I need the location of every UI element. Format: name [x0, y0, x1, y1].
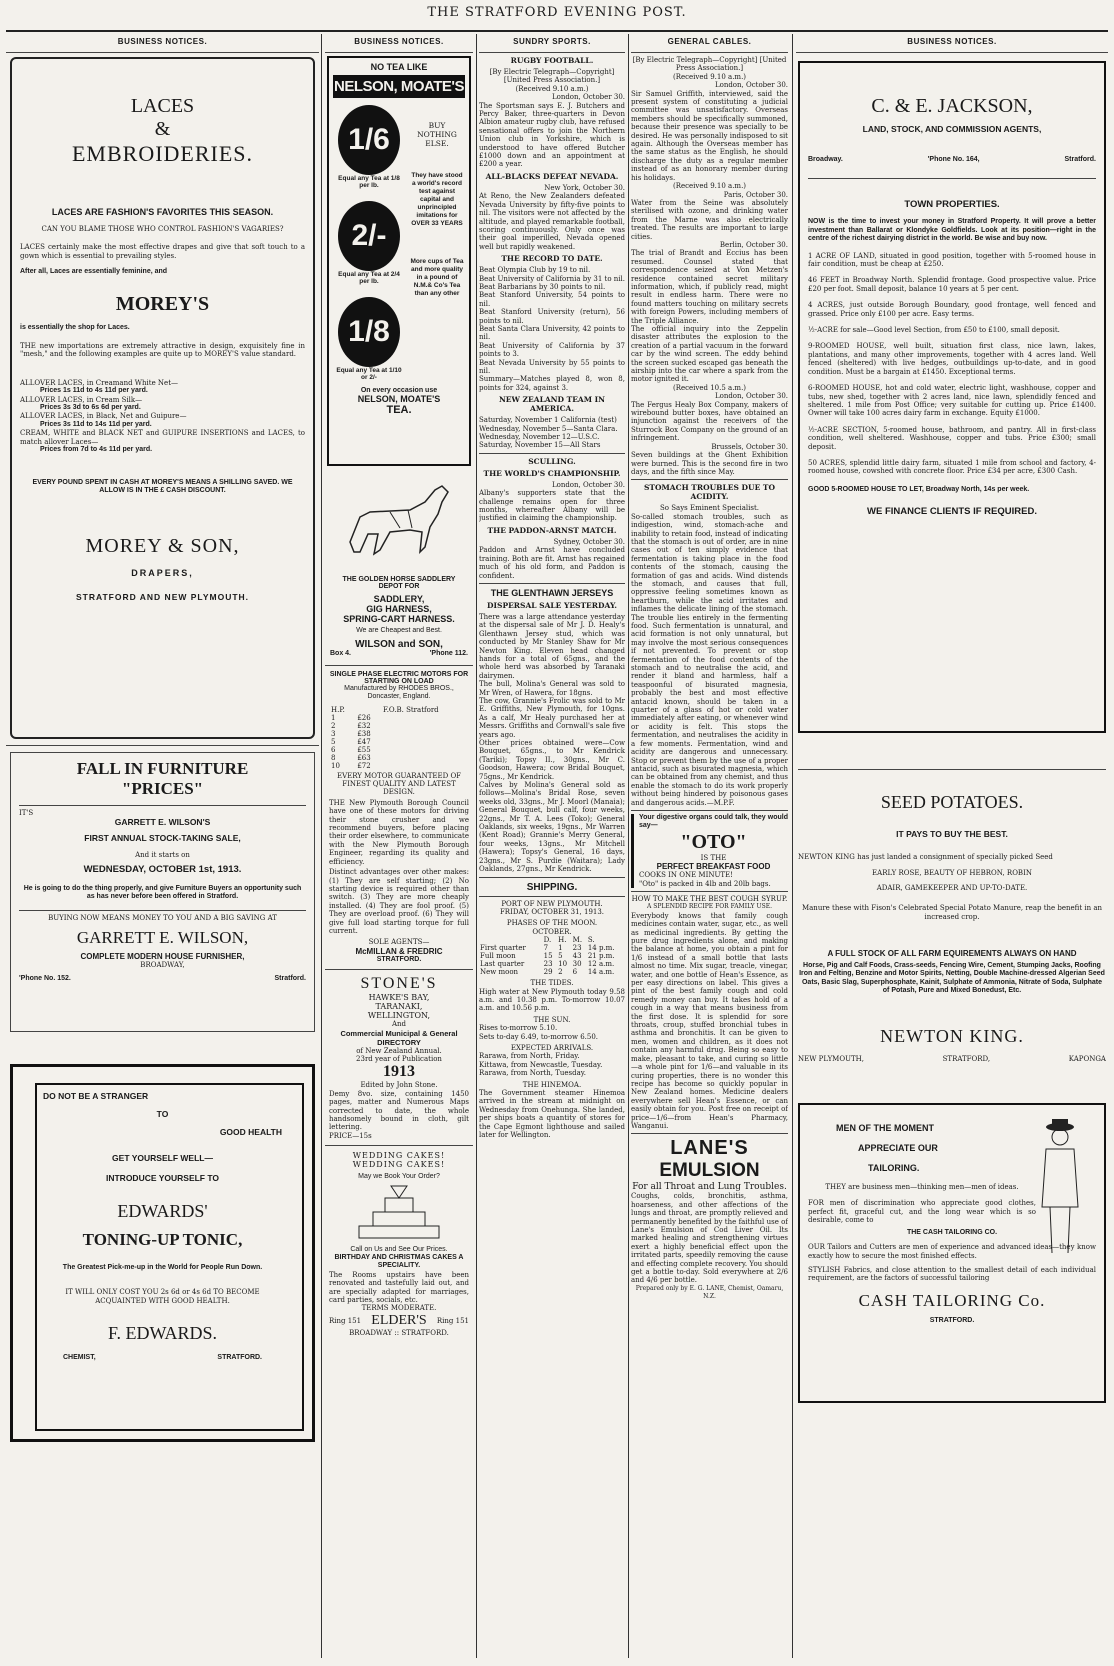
- stones-line-6: of New Zealand Annual.: [356, 1046, 442, 1055]
- shipping-heading: SHIPPING.: [526, 881, 578, 893]
- wilson-advert: [10, 752, 315, 1032]
- cash-line-7: OUR Tailors and Cutters are men of experience and advanced ideas—they know exactly how to secure the most finished effects.: [808, 1243, 1096, 1260]
- wilson-line-4: He is going to do the thing properly, and give Furniture Buyers an opportunity such as has never before been offered in Stratford.: [23, 884, 302, 901]
- potatoes-advert: [798, 769, 1106, 1063]
- cakes-title: WEDDING CAKES! WEDDING CAKES!: [352, 1151, 446, 1170]
- column-3: [479, 34, 625, 1658]
- list-item: Prices 1s 11d to 4s 11d per yard.: [40, 387, 148, 395]
- table-row: 10 £72: [331, 761, 371, 770]
- moon-month: OCTOBER.: [532, 927, 572, 936]
- cakes-line-4: The Rooms upstairs have been renovated and tastefully laid out, and are specially adapted for marriages, card parties, socials, etc.: [329, 1270, 469, 1305]
- morey-line-4: After all, Laces are essentially feminine, and: [20, 268, 168, 276]
- port-heading: PORT OF NEW PLYMOUTH.: [501, 899, 603, 908]
- lane-title-1: LANE'S: [670, 1137, 749, 1160]
- cakes-address: BROADWAY :: STRATFORD.: [349, 1328, 449, 1337]
- port-date: FRIDAY, OCTOBER 31, 1913.: [499, 907, 605, 916]
- hinemoa-body: The Government steamer Hinemoa arrived in the stream at midnight on Wednesday from Onehunga. She landed, per ships boats a quantity of stores for the Cape Egmont lighthouse and sailed later for Wellington.: [479, 1089, 625, 1140]
- motors-advert: [327, 669, 471, 966]
- article-body: The Fergus Healy Box Company, makers of wirebound butter boxes, have obtained an injunction against the receivers of the Sturrock Box Company on the ground of an infringement.: [631, 400, 788, 443]
- section-header: SUNDRY SPORTS.: [513, 37, 591, 46]
- saddlery-line-4: SPRING-CART HARNESS.: [343, 614, 455, 624]
- glen-subheading: DISPERSAL SALE YESTERDAY.: [487, 600, 617, 610]
- table-row: Last quarter 23 10 30 12 a.m.: [480, 960, 615, 969]
- stomach-subheading: So Says Eminent Specialist.: [659, 504, 760, 513]
- list-item: Summary—Matches played 8, won 8, points for 324, against 3.: [479, 375, 625, 392]
- stones-line-8: Edited by John Stone.: [360, 1081, 438, 1090]
- list-item: Beat Nevada University by 55 points to nil.: [479, 358, 625, 375]
- cash-line-6: THE CASH TAILORING CO.: [906, 1228, 998, 1236]
- wilson-line-5: BUYING NOW MEANS MONEY TO YOU AND A BIG SAVING AT: [48, 913, 277, 922]
- saddlery-phone: 'Phone 112.: [429, 650, 468, 658]
- sun-sets: Sets to-day 6.49, to-morrow 6.50.: [479, 1032, 599, 1041]
- tea-foot-2: NELSON, MOATE'S: [357, 394, 441, 404]
- cakes-line-2: Call on Us and See Our Prices.: [350, 1245, 448, 1253]
- list-item: ½-ACRE SECTION, 5-roomed house, bathroom, and pantry. All in first-class condition, well sheltered. Washhouse, copper and tubs. Price £300; small deposit.: [808, 425, 1096, 451]
- article-body: Sir Samuel Griffith, interviewed, said the present system of constituting a judicial committee was unsatisfactory. Overseas members should be specifically summoned, because their presence was specially to be desired. He was personally indisposed to sit again. Although the Overseas member has the same status as the English, he should discharge the duty as a regular member instead of as an honorary member during his holidays.: [631, 89, 788, 182]
- column-1: [6, 34, 319, 1658]
- edwards-advert: [10, 1064, 315, 1442]
- price-note: Equal any Tea at 2/4 per lb.: [338, 271, 400, 285]
- cakes-advert: [327, 1149, 471, 1339]
- cash-line-8: STYLISH Fabrics, and close attention to the smallest detail of each individual requirement, are the factors of successful tailoring: [808, 1265, 1096, 1283]
- lane-foot: Prepared only by E. G. LANE, Chemist, Oamaru, N.Z.: [635, 1284, 784, 1301]
- motors-line-2: Manufactured by RHODES BROS., Doncaster, England.: [344, 684, 454, 701]
- list-item: Beat University of California by 31 to nil.: [479, 274, 625, 283]
- table-row: 5 £47: [331, 737, 371, 746]
- saddlery-line-5: We are Cheapest and Best.: [356, 627, 442, 634]
- record-heading: THE RECORD TO DATE.: [501, 254, 603, 264]
- jackson-firm: C. & E. JACKSON,: [871, 95, 1033, 117]
- list-item: 9-ROOMED HOUSE, well built, situation first class, nice lawn, lakes, plantations, and many other improvements, together with 4 acres land. Well fenced (sheltered) with live hedges, outbuildings up-to-date, and in good condition. Must be a bargain at £1450. Exceptional terms.: [808, 342, 1096, 376]
- oto-line-5: "Oto" is packed in 4lb and 20lb bags.: [639, 879, 771, 888]
- list-item: 1 ACRE OF LAND, situated in good position, together with 5-roomed house in fair condition, must be cheap at £250.: [808, 251, 1096, 269]
- jackson-intro: NOW is the time to invest your money in Stratford Property. It will prove a better investment than Ballarat or Klondyke Goldfields. Look at its position—right in the centre of the richest dairying district in the world. Be wise and buy now.: [808, 218, 1096, 243]
- saddlery-line-1: THE GOLDEN HORSE SADDLERY DEPOT FOR: [342, 576, 456, 590]
- dateline: Sydney, October 30.: [553, 537, 625, 546]
- table-row: 6 £55: [331, 745, 371, 754]
- morey-title-2: &: [154, 118, 171, 140]
- wilson-town: Stratford.: [274, 975, 306, 983]
- morey-line-5: is essentially the shop for Laces.: [20, 323, 130, 331]
- price-badge: 1/8: [338, 297, 400, 367]
- list-item: Prices 3s 3d to 6s 6d per yard.: [40, 404, 141, 412]
- article-body: At Reno, the New Zealanders defeated Nevada University by fifty-five points to nil. The visitors were not affected by the altitude, and played remarkable football, scoring continuously. Only once was their goal imperilled, Nevada opened well but rapidly weakened.: [479, 192, 625, 251]
- list-item: Beat University of California by 37 points to 3.: [479, 341, 625, 359]
- edwards-firm: F. EDWARDS.: [107, 1323, 218, 1344]
- list-item: Saturday, November 1 California (test): [479, 416, 617, 425]
- article-body: The cow, Grannie's Frolic was sold to Mr E. Griffiths, New Plymouth, for 10gns. As a calf, Mr Healy purchased her at Messrs. Griffiths and Cornwall's sale five years ago.: [479, 696, 625, 739]
- potatoes-line-2: NEWTON KING has just landed a consignment of specially picked Seed: [798, 853, 1053, 861]
- edwards-line-3: GOOD HEALTH: [219, 1127, 282, 1137]
- wilson-line-3: And it starts on: [135, 851, 190, 860]
- morey-advert: [10, 57, 315, 739]
- edwards-chemist: CHEMIST,: [63, 1354, 96, 1362]
- tea-side-3: More cups of Tea and more quality in a pound of N.M.& Co's Tea than any other: [410, 258, 464, 297]
- section-header: BUSINESS NOTICES.: [907, 37, 997, 46]
- article-body: Paddon and Arnst have concluded training. Both are fit. Arnst has regained much of his old form, and Paddon is confident.: [479, 546, 625, 580]
- wilson-phone: 'Phone No. 152.: [19, 975, 71, 983]
- stones-advert: [327, 973, 471, 1142]
- list-item: 6-ROOMED HOUSE, hot and cold water, electric light, washhouse, copper and tubs, new shed, together with 2 acres land, nice lawn, splendidly fenced and sheltered. 1 mile from Post Office; very suitable for cutting up. Price £1400. Owner will take 100 acres dairy farm in exchange. Equity £1000.: [808, 384, 1096, 418]
- morey-line-1: LACES ARE FASHION'S FAVORITES THIS SEASON.: [51, 207, 274, 217]
- cash-line-4: THEY are business men—thinking men—men of ideas.: [825, 1183, 1019, 1192]
- tea-advert: [327, 56, 471, 466]
- article-body: Everybody knows that family cough medicines contain water, sugar, etc., as well as medicinal ingredients. By getting the pure drug ingredients alone, and making the balance at home, you obtain a pint for 1/6 instead of a small bottle that lasts almost no time. Mix sugar, treacle, vinegar, water, and one bottle of Hean's Essence, as per easy directions on label. This gives a pint of the best family cough and cold remedy money can buy. It takes hold of a cough in a way that means business from the first dose. It is splendid for sore throats, croup, stuffed bronchial tubes in asthma and bronchitis. It can be given to men, women and children, as it does not contain any harmful drug. Being so easy to make, pleasant to take, and curing so little—a whole pint for 1/6—and valuable in its curing properties, there is no wonder this recipe has become so quickly popular in New Zealand homes. Medicine dealers everywhere sell Hean's Essence, or can easily obtain for you. Post free on receipt of price—1/6—from Hean's Pharmacy, Wanganui.: [631, 911, 788, 1130]
- dateline: London, October 30.: [551, 93, 625, 102]
- motors-body: THE New Plymouth Borough Council have one of these motors for driving their stone crusher and we recommend buyers, before placing their order elsewhere, to communicate with the New Plymouth Borough Engineer, regarding its quality and efficiency.: [329, 798, 469, 866]
- dateline: London, October 30.: [714, 81, 788, 90]
- morey-title-3: EMBROIDERIES.: [71, 141, 254, 166]
- sun-rises: Rises to-morrow 5.10.: [479, 1024, 558, 1033]
- cakes-ring-2: Ring 151: [436, 1316, 469, 1325]
- list-item: ½-ACRE for sale—Good level Section, from £50 to £100, small deposit.: [808, 326, 1060, 335]
- cash-line-3: TAILORING.: [868, 1163, 920, 1174]
- moon-heading: PHASES OF THE MOON.: [506, 919, 598, 928]
- article-body: The bull, Molina's General was sold to Mr Wren, of Hawera, for 18gns.: [479, 680, 625, 697]
- stones-title: STONE'S: [360, 975, 438, 993]
- potatoes-line-5: Manure these with Fison's Celebrated Special Potato Manure, reap the benefit in an increased crop.: [801, 904, 1103, 921]
- stones-line-9: Demy 8vo. size, containing 1450 pages, matter and Numerous Maps corrected to date, the whole handsomely bound in cloth, gilt lettering.: [329, 1089, 469, 1132]
- sculling-heading: SCULLING.: [528, 456, 576, 466]
- column-4: [631, 34, 788, 1658]
- lane-body: Coughs, colds, bronchitis, asthma, hoarseness, and other affections of the lungs and throat, are promptly relieved and permanently benefited by the faithful use of Lane's Emulsion of Cod Liver Oil. Its marked healing and strengthening virtues exert a highly beneficial effect upon the irritated parts, speedily removing the cause and effecting complete recovery. You should get a bottle to-day. Sold everywhere at 2/6 and 4/6 per bottle.: [631, 1192, 788, 1285]
- motors-price-table: H.P. F.O.B. Stratford 1 £26 2 £32 3 £38 5 £47 6 £55 8 £63 10 £72: [329, 706, 469, 770]
- motors-line-1: SINGLE PHASE ELECTRIC MOTORS FOR STARTING ON LOAD: [329, 670, 469, 685]
- received: (Received 10.5 a.m.): [672, 383, 747, 392]
- edwards-town: STRATFORD.: [217, 1354, 262, 1362]
- table-row: Full moon 15 5 43 21 p.m.: [480, 952, 615, 961]
- table-row: 2 £32: [331, 721, 371, 730]
- stones-year: 1913: [383, 1063, 415, 1081]
- cash-firm: CASH TAILORING Co.: [858, 1290, 1046, 1310]
- table-row: New moon 29 2 6 14 a.m.: [480, 968, 615, 977]
- potatoes-firm: NEWTON KING.: [880, 1025, 1024, 1046]
- morey-firm: MOREY & SON,: [85, 535, 240, 558]
- cash-line-2: APPRECIATE OUR: [858, 1143, 938, 1154]
- list-item: GOOD 5-ROOMED HOUSE TO LET, Broadway North, 14s per week.: [808, 485, 1030, 493]
- column-divider: [792, 34, 793, 1658]
- stones-line-3: WELLINGTON,: [367, 1011, 431, 1021]
- potatoes-town: KAPONGA: [1068, 1054, 1106, 1063]
- morey-line-3: LACES certainly make the most effective drapes and give that soft touch to a gown which is essential to prevailing styles.: [20, 243, 305, 260]
- tea-foot-3: TEA.: [386, 404, 412, 416]
- list-item: CREAM, WHITE and BLACK NET and GUIPURE INSERTIONS and LACES, to match allover Laces—: [20, 429, 305, 446]
- stones-line-7: 23rd year of Publication: [356, 1054, 442, 1063]
- list-item: 50 ACRES, splendid little dairy farm, situated 1 mile from school and factory, 4-roomed house, cowshed with concrete floor. Price £34 per acre, £300 Cash.: [808, 458, 1096, 476]
- section-header: BUSINESS NOTICES.: [117, 37, 208, 46]
- article-body: So-called stomach troubles, such as indigestion, wind, stomach-ache and inability to retain food, instead of indicating that the stomach is out of order, are in nine cases out of ten simply evidence that fermentation is taking place in the food contents of the stomach, causing the formation of gas and acids. Wind distends the stomach, and causes that full, oppressive feeling sometimes known as heartburn, while the acid irritates and inflames the delicate lining of the stomach. The trouble lies entirely in the fermenting food. Such fermentation is unnatural, and acid formation is not only unnatural, but may involve the most serious consequences if not prevented. To prevent or stop fermentation of the food contents of the stomach and to neutralise the acid, and render it bland and harmless, half a teaspoonful of bisurated magnesia, probably the best and most effective antacid known, should be taken in a quarter of a glass of hot or cold water immediately after eating, or whenever wind or acidity is felt. This stops the fermentation, and neutralises the acidity in a few moments. Fermentation, wind and acidity are dangerous and unnecessary. Stop or prevent them by the use of a proper antacid, such as bisurated magnesia, which can be obtained from any chemist, and thus enable the stomach to do its work properly without being hindered by poisonous gases and dangerous acids.—M.P.F.: [631, 512, 788, 807]
- tea-foot-1: On every occasion use: [360, 387, 438, 394]
- tea-brand: NELSON, MOATE'S: [333, 75, 465, 98]
- wilson-title-2: "PRICES": [121, 779, 204, 798]
- dateline: London, October 30.: [551, 480, 625, 489]
- dateline: Brussels, October 30.: [711, 442, 788, 451]
- dateline: London, October 30.: [714, 392, 788, 401]
- article-body: The trial of Brandt and Eccius has been resumed. Counsel stated that correspondence seized at Von Metzen's residence contained secret military information, which, if publicly read, might result in endless harm. There were no found matters touching on military secrets with foreign Powers, including members of the Triple Alliance.: [631, 249, 788, 325]
- horse-icon: [330, 472, 470, 572]
- syrup-subheading: A SPLENDID RECIPE FOR FAMILY USE.: [646, 903, 772, 911]
- list-item: Prices from 7d to 4s 11d per yard.: [40, 446, 153, 454]
- saddlery-box: Box 4.: [330, 650, 352, 658]
- potatoes-line-1: IT PAYS TO BUY THE BEST.: [896, 829, 1008, 839]
- oto-line-4: COOKS IN ONE MINUTE!: [639, 871, 733, 880]
- stones-line-1: HAWKE'S BAY,: [368, 993, 430, 1003]
- paddon-heading: THE PADDON-ARNST MATCH.: [487, 525, 617, 535]
- price-note: Equal any Tea at 1/8 per lb.: [338, 175, 400, 189]
- moon-table: D. H. M. S. First quarter 7 1 23 14 p.m. Full moon 15 5 43 21 p.m. Last quarter 23 10 30 12 a.m. New moon 29 2 6 14 a.m.: [479, 936, 625, 976]
- stomach-heading: STOMACH TROUBLES DUE TO ACIDITY.: [643, 483, 776, 502]
- glen-heading: THE GLENTHAWN JERSEYS: [490, 587, 614, 598]
- wilson-line-2: FIRST ANNUAL STOCK-TAKING SALE,: [84, 833, 241, 844]
- hinemoa-heading: THE HINEMOA.: [522, 1080, 582, 1089]
- tea-top: NO TEA LIKE: [370, 62, 428, 72]
- oto-line-3: PERFECT BREAKFAST FOOD: [656, 862, 771, 872]
- list-item: Saturday, November 15—All Stars: [479, 441, 601, 450]
- team-heading: NEW ZEALAND TEAM IN AMERICA.: [498, 395, 606, 414]
- article-body: Albany's supporters state that the challenge remains open for three months, whereafter Albany will be justified in claiming the championship.: [479, 489, 625, 523]
- list-item: ALLOVER LACES, in Creamand White Net—: [20, 378, 179, 387]
- syrup-heading: HOW TO MAKE THE BEST COUGH SYRUP.: [631, 894, 788, 903]
- masthead: THE STRATFORD EVENING POST.: [427, 5, 687, 20]
- cakes-ring-1: Ring 151: [329, 1316, 362, 1325]
- article-body: Seven buildings at the Ghent Exhibition were burned. This is the second fire in two days, and the fifth since May.: [631, 451, 788, 476]
- wilson-name: GARRETT E. WILSON,: [76, 928, 249, 948]
- morey-items: [20, 379, 305, 455]
- column-divider: [321, 34, 322, 1658]
- edwards-line-4: GET YOURSELF WELL—: [112, 1153, 213, 1163]
- article-body: Other prices obtained were—Cow Bouquet, 65gns., to Mr Kendrick (Tariki); Topsy II., 30gns., Mr C. Goodson, Hawera; cow Bridal Bouquet, 75gns., Mr Kendrick.: [479, 739, 625, 781]
- price-badge: 1/6: [338, 105, 400, 175]
- cakes-line-5: TERMS MODERATE.: [361, 1304, 437, 1313]
- list-item: ALLOVER LACES, in Black, Net and Guipure—: [20, 412, 187, 421]
- town-heading: TOWN PROPERTIES.: [904, 199, 1000, 211]
- article-body: The Sportsman says E. J. Butchers and Percy Baker, three-quarters in Devon Albion amateur rugby club, have refused sensational offers to join the Northern Union club in Yorkshire, which is understood to have offered Butcher £1000 down and an appointment at £200 a year.: [479, 101, 625, 169]
- article-body: There was a large attendance yesterday at the dispersal sale of Mr J. D. Healy's Glenthawn Jersey stud, which was conducted by Mr Stanley Shaw for Mr Newton King. Eleven head changed hands for a total of 65gns., and the whole herd was absorbed by Taranaki dairymen.: [479, 612, 625, 680]
- lane-title-2: EMULSION: [659, 1160, 760, 1182]
- jackson-phone: 'Phone No. 164,: [927, 156, 980, 163]
- table-row: 8 £63: [331, 753, 371, 762]
- article-body: Calves by Molina's General sold as follows—Molina's Bridal Rose, seven weeks old, 33gns., Mr J. Moorl (Manaia); General Bouquet, bull calf, four weeks, 22gns., Mr T. A. Lees (Toko); General Oaklands, six weeks, 19gns., Mr Warren (Kent Road); Grannie's Merry General, four weeks, 13gns., Mr Mitchell (Hawera); Topsy's General, 16 days, 23gns., Mr S. Purdie (Waitara); Lady Oaklands, 27gns., Mr Kendrick.: [479, 781, 625, 874]
- jackson-finance: WE FINANCE CLIENTS IF REQUIRED.: [867, 506, 1037, 518]
- saddlery-firm: WILSON and SON,: [355, 639, 443, 651]
- motors-town: STRATFORD.: [376, 955, 422, 963]
- motors-firm: McMILLAN & FREDRIC: [355, 946, 443, 956]
- motors-agents: SOLE AGENTS—: [368, 938, 430, 947]
- received: (Received 9.10 a.m.): [672, 72, 747, 81]
- dateline: Paris, October 30.: [723, 190, 788, 199]
- credit: [By Electric Telegraph—Copyright] [United Press Association.]: [632, 56, 787, 73]
- column-divider: [628, 34, 629, 1658]
- list-item: Rarawa, from North, Tuesday.: [479, 1069, 587, 1078]
- potatoes-town: NEW PLYMOUTH,: [798, 1054, 864, 1063]
- potatoes-town: STRATFORD,: [942, 1054, 991, 1063]
- column-divider: [476, 34, 477, 1658]
- stones-line-4: And: [391, 1020, 407, 1029]
- wilson-line-6: COMPLETE MODERN HOUSE FURNISHER,: [80, 952, 245, 962]
- morey-title-1: LACES: [130, 95, 195, 117]
- jackson-town: Stratford.: [1064, 156, 1096, 163]
- received: (Received 9.10 a.m.): [515, 84, 589, 93]
- morey-line-2: CAN YOU BLAME THOSE WHO CONTROL FASHION'S VAGARIES?: [41, 225, 284, 233]
- article-body: Water from the Seine was absolutely sterilised with ozone, and drinking water from the Marne was also electrically treated. The results are important to large cities.: [631, 198, 788, 241]
- cakes-name: ELDER'S: [371, 1312, 427, 1328]
- wilson-its: IT'S: [19, 809, 34, 817]
- oto-line-2: IS THE: [700, 853, 727, 862]
- tea-side-1: BUY NOTHING ELSE.: [417, 121, 457, 148]
- arrivals-heading: EXPECTED ARRIVALS.: [510, 1043, 594, 1052]
- morey-shop: MOREY'S: [115, 292, 210, 315]
- price-note: Equal any Tea at 1/10 or 2/-: [336, 367, 402, 381]
- saddlery-line-3: GIG HARNESS,: [366, 604, 432, 614]
- list-item: 4 ACRES, just outside Borough Boundary, good frontage, well fenced and grassed. Price only £100 per acre. Easy terms.: [808, 301, 1096, 318]
- edwards-line-5: INTRODUCE YOURSELF TO: [105, 1173, 220, 1183]
- potatoes-line-3: EARLY ROSE, BEAUTY OF HEBRON, ROBIN: [872, 869, 1032, 878]
- tides-heading: THE TIDES.: [530, 979, 574, 988]
- edwards-line-2: TO: [156, 1109, 169, 1119]
- tides-body: High water at New Plymouth today 9.58 a.m. and 10.38 p.m. To-morrow 10.07 a.m. and 10.56 p.m.: [479, 987, 625, 1013]
- list-item: Beat Stanford University (return), 56 points to nil.: [479, 308, 625, 325]
- jackson-line-1: LAND, STOCK, AND COMMISSION AGENTS,: [862, 124, 1042, 134]
- stones-line-5: Commercial Municipal & General DIRECTORY: [340, 1028, 458, 1047]
- oto-advert: [631, 814, 788, 888]
- list-item: Beat Santa Clara University, 42 points to nil.: [479, 324, 625, 342]
- morey-towns: STRATFORD AND NEW PLYMOUTH.: [75, 592, 250, 603]
- list-item: 46 FEET in Broadway North. Splendid frontage. Good prospective value. Price £20 per foot. Small deposit, balance 10 years at 5 per cent.: [808, 276, 1096, 293]
- edwards-line-6: The Greatest Pick-me-up in the World for People Run Down.: [62, 1264, 263, 1271]
- motors-guarantee: EVERY MOTOR GUARANTEED OF FINEST QUALITY AND LATEST DESIGN.: [336, 771, 462, 797]
- list-item: Kittawa, from Newcastle, Tuesday.: [479, 1060, 603, 1069]
- list-item: Beat Stanford University, 54 points to nil.: [479, 291, 625, 308]
- list-item: Rarawa, from North, Friday.: [479, 1052, 580, 1061]
- table-row: 1 £26: [331, 713, 371, 722]
- list-item: Prices 3s 11d to 14s 11d per yard.: [40, 420, 152, 428]
- nevada-heading: ALL-BLACKS DEFEAT NEVADA.: [485, 171, 619, 181]
- section-header: BUSINESS NOTICES.: [354, 37, 444, 46]
- wilson-title-1: FALL IN FURNITURE: [76, 759, 249, 778]
- cakes-line-3: BIRTHDAY AND CHRISTMAS CAKES A SPECIALITY.: [334, 1254, 464, 1270]
- cakes-line-1: May we Book Your Order?: [358, 1173, 440, 1181]
- list-item: Beat Olympia Club by 19 to nil.: [479, 266, 591, 275]
- list-item: Wednesday, November 5—Santa Clara.: [479, 424, 618, 433]
- sun-heading: THE SUN.: [533, 1015, 571, 1024]
- dateline: Berlin, October 30.: [719, 240, 788, 249]
- edwards-name-2: TONING-UP TONIC,: [82, 1230, 243, 1249]
- wilson-line-1: GARRETT E. WILSON'S: [114, 817, 211, 828]
- cash-advert: [798, 1103, 1106, 1403]
- motors-body-2: Distinct advantages over other makes: (1) They are self starting; (2) No starting device is required other than switch. (3) They are more cheaply installed. (4) They are fool proof. (5) They are overload proof. (6) They will give full load starting torque for full current.: [329, 868, 469, 935]
- cash-line-5: FOR men of discrimination who appreciate good clothes, perfect fit, graceful cut, and the long wear which is so desirable, come to: [808, 1199, 1036, 1225]
- oto-name: "OTO": [680, 830, 747, 853]
- stones-price: PRICE—15s: [329, 1131, 372, 1140]
- rugby-heading: RUGBY FOOTBALL.: [510, 56, 594, 65]
- cash-town: STRATFORD.: [929, 1316, 975, 1324]
- gentleman-figure-icon: [1030, 1117, 1090, 1257]
- wilson-line-7: BROADWAY,: [140, 961, 185, 970]
- list-item: Wednesday, November 12—U.S.C.: [479, 433, 600, 442]
- world-heading: THE WORLD'S CHAMPIONSHIP.: [483, 468, 621, 478]
- lane-sub: For all Throat and Lung Troubles.: [632, 1182, 787, 1193]
- dateline: New York, October 30.: [544, 183, 625, 192]
- table-row: 3 £38: [331, 729, 371, 738]
- morey-drapers: DRAPERS,: [131, 568, 194, 579]
- edwards-line-7: IT WILL ONLY COST YOU 2s 6d or 4s 6d TO BECOME ACQUAINTED WITH GOOD HEALTH.: [65, 1288, 260, 1305]
- received: (Received 9.10 a.m.): [672, 182, 747, 191]
- morey-line-6: THE new importations are extremely attractive in design, exquisitely fine in "mesh," and the following examples are quite up to MOREY'S value standard.: [20, 342, 305, 359]
- jackson-broadway: Broadway.: [808, 156, 843, 163]
- tea-side-2: They have stood a world's record test against capital and unprincipled imitations for OVER 33 YEARS: [411, 172, 463, 227]
- potatoes-line-7: Horse, Pig and Calf Foods, Crass-seeds, Fencing Wire, Cement, Stumping Jacks, Roofing Iron and Felting, Benzine and Motor Spirits, Netting, Double Machine-dressed Algerian Seed Oats, Basic Slag, Superphosphate, Kainit, Sulphate of Ammonia, Nitrate of Soda, Sulphate of Potash, Pure and Mixed Bonedust, Etc.: [799, 962, 1105, 995]
- oto-line-1: Your digestive organs could talk, they would say—: [639, 813, 788, 830]
- section-header: GENERAL CABLES.: [667, 37, 752, 46]
- price-badge: 2/-: [338, 201, 400, 271]
- stones-line-2: TARANAKI,: [375, 1002, 423, 1012]
- list-item: ALLOVER LACES, in Cream Silk—: [20, 395, 143, 404]
- potatoes-line-6: A FULL STOCK OF ALL FARM EQUIREMENTS ALWAYS ON HAND: [827, 949, 1077, 959]
- wilson-date: WEDNESDAY, OCTOBER 1st, 1913.: [83, 863, 242, 875]
- potatoes-line-4: ADAIR, GAMEKEEPER AND UP-TO-DATE.: [876, 883, 1028, 892]
- edwards-line-1: DO NOT BE A STRANGER: [43, 1091, 149, 1101]
- top-rule: [6, 30, 1108, 32]
- table-row: First quarter 7 1 23 14 p.m.: [480, 944, 615, 953]
- article-body: The official inquiry into the Zeppelin disaster attributes the explosion to the creation of a partial vacuum in the forward car by the wind screen. The eddy behind the screen sucked escaped gas beneath the airship into the car where a spark from the motor ignited it.: [631, 325, 788, 384]
- lane-advert: [631, 1137, 788, 1301]
- jackson-advert: [798, 61, 1106, 733]
- column-2: [325, 34, 473, 1658]
- column-5: [796, 34, 1108, 1658]
- potatoes-title: SEED POTATOES.: [880, 792, 1024, 812]
- saddlery-line-2: SADDLERY,: [373, 594, 425, 604]
- saddlery-advert: [327, 469, 471, 662]
- morey-discount: EVERY POUND SPENT IN CASH AT MOREY'S MEANS A SHILLING SAVED. WE ALLOW IS IN THE £ CASH DISCOUNT.: [32, 478, 293, 494]
- wedding-cake-icon: [329, 1182, 469, 1242]
- edwards-name-1: EDWARDS': [117, 1201, 208, 1221]
- list-item: Beat Barbarians by 30 points to nil.: [479, 282, 606, 291]
- cash-line-1: MEN OF THE MOMENT: [836, 1123, 934, 1134]
- credit: [By Electric Telegraph—Copyright] [United Press Association.]: [489, 68, 615, 85]
